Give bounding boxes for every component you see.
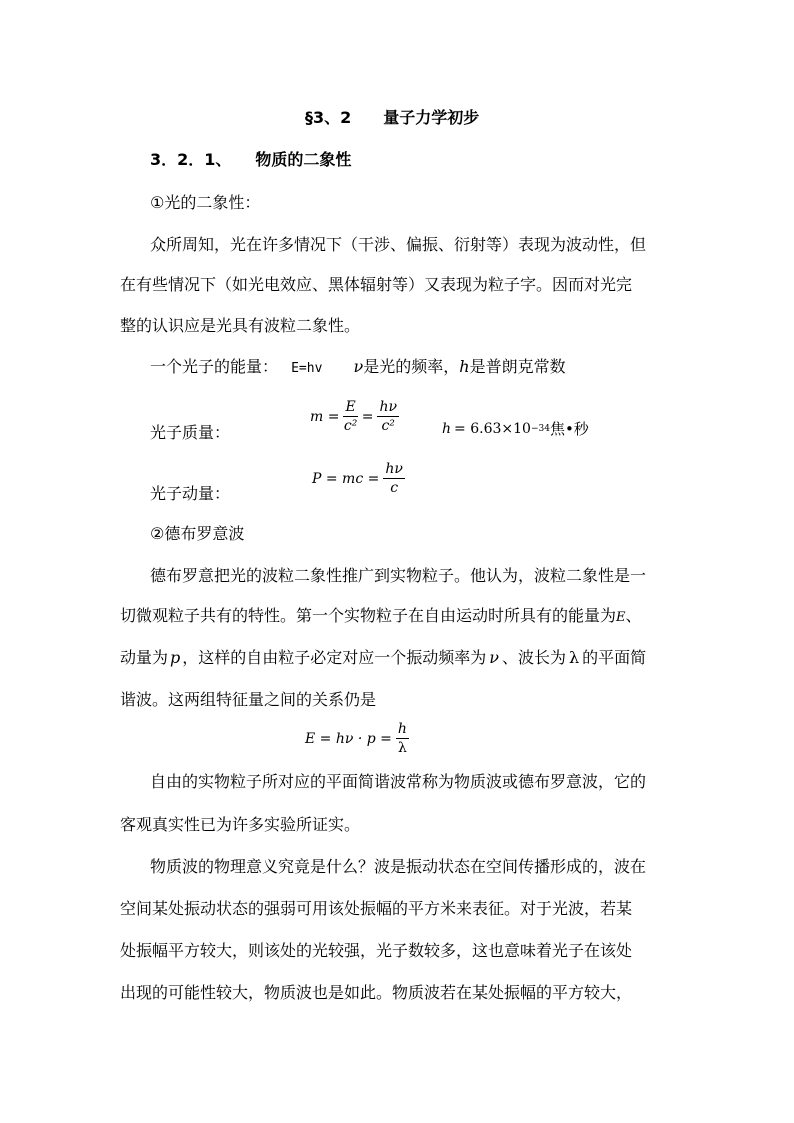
text-line: [120, 606, 642, 628]
photon-energy-line: [150, 357, 566, 379]
text-line: 处振幅平方较大，则该处的光较强，光子数较多，这也意味着光子在该处: [120, 941, 633, 960]
fraction-numerator: h: [397, 721, 407, 737]
subsection-heading: 3．2．1、 物质的二象性: [150, 150, 352, 169]
planck-unit: 焦•秒: [549, 420, 589, 438]
text-line: 整的认识应是光具有波粒二象性。: [120, 316, 361, 335]
photon-mass-equation: [310, 398, 399, 435]
momentum-lhs: P = mc =: [312, 470, 380, 487]
planck-constant-value: [442, 418, 589, 439]
planck-value: = 6.63×10: [454, 420, 531, 437]
energy-symbol: E: [616, 610, 626, 625]
fraction: [377, 398, 399, 435]
text-line: [120, 648, 646, 668]
item-heading-light-duality: ①光的二象性：: [150, 193, 261, 212]
nu-description: 是光的频率，: [363, 357, 460, 376]
text-line: 在有些情况下（如光电效应、黑体辐射等）又表现为粒子字。因而对光完: [120, 275, 633, 294]
text-line: 众所周知，光在许多情况下（干涉、偏振、衍射等）表现为波动性，但: [150, 235, 647, 254]
h-description: 是普朗克常数: [469, 357, 566, 376]
h-symbol: h: [459, 357, 470, 376]
text-span: 动量为: [120, 648, 169, 667]
nu-symbol: ν: [353, 357, 364, 376]
text-span: 切微观粒子共有的特性。第一个实物粒子在自由运动时所具有的能量为: [120, 606, 617, 625]
de-broglie-equation: [305, 720, 409, 757]
photon-mass-label: 光子质量：: [150, 423, 231, 442]
text-span: 的平面简: [582, 648, 647, 667]
fraction: [343, 398, 357, 435]
fraction-numerator: E: [345, 399, 356, 415]
fraction-denominator: λ: [397, 740, 407, 756]
fraction-numerator: hν: [385, 461, 403, 477]
energy-label: 一个光子的能量：: [150, 357, 279, 376]
momentum-symbol: p: [170, 648, 181, 667]
energy-formula: E=hv: [291, 361, 323, 376]
photon-momentum-label: 光子动量：: [150, 484, 231, 503]
text-line: 出现的可能性较大，物质波也是如此。物质波若在某处振幅的平方较大，: [120, 983, 633, 1002]
fraction: [396, 720, 409, 757]
planck-exponent: −34: [530, 423, 550, 434]
text-span: 、波长为: [502, 648, 567, 667]
text-line: 物质波的物理意义究竟是什么？波是振动状态在空间传播形成的，波在: [150, 857, 647, 876]
fraction-numerator: hν: [379, 399, 397, 415]
text-span: 、: [625, 606, 642, 625]
mass-lhs: m =: [310, 408, 340, 425]
text-line: 客观真实性已为许多实验所证实。: [120, 815, 361, 834]
text-line: 自由的实物粒子所对应的平面简谐波常称为物质波或德布罗意波，它的: [150, 772, 647, 791]
wavelength-symbol: λ: [569, 648, 580, 667]
text-line: 德布罗意把光的波粒二象性推广到实物粒子。他认为，波粒二象性是一: [150, 566, 647, 585]
page-title: §3、2 量子力学初步: [305, 108, 480, 127]
photon-momentum-equation: [312, 460, 405, 497]
planck-symbol: h: [442, 420, 452, 437]
item-heading-de-broglie: ②德布罗意波: [150, 524, 245, 543]
text-line: 谐波。这两组特征量之间的关系仍是: [120, 690, 377, 709]
de-broglie-lhs: E = hν · p =: [305, 730, 392, 747]
equals-sign: =: [361, 408, 374, 425]
fraction-denominator: c²: [343, 418, 358, 434]
text-span: ，这样的自由粒子必定对应一个振动频率为: [182, 648, 487, 667]
fraction: [383, 460, 405, 497]
fraction-denominator: c: [390, 480, 399, 496]
text-line: 空间某处振动状态的强弱可用该处振幅的平方米来表征。对于光波，若某: [120, 899, 633, 918]
frequency-symbol: ν: [489, 648, 500, 667]
fraction-denominator: c²: [381, 418, 395, 434]
